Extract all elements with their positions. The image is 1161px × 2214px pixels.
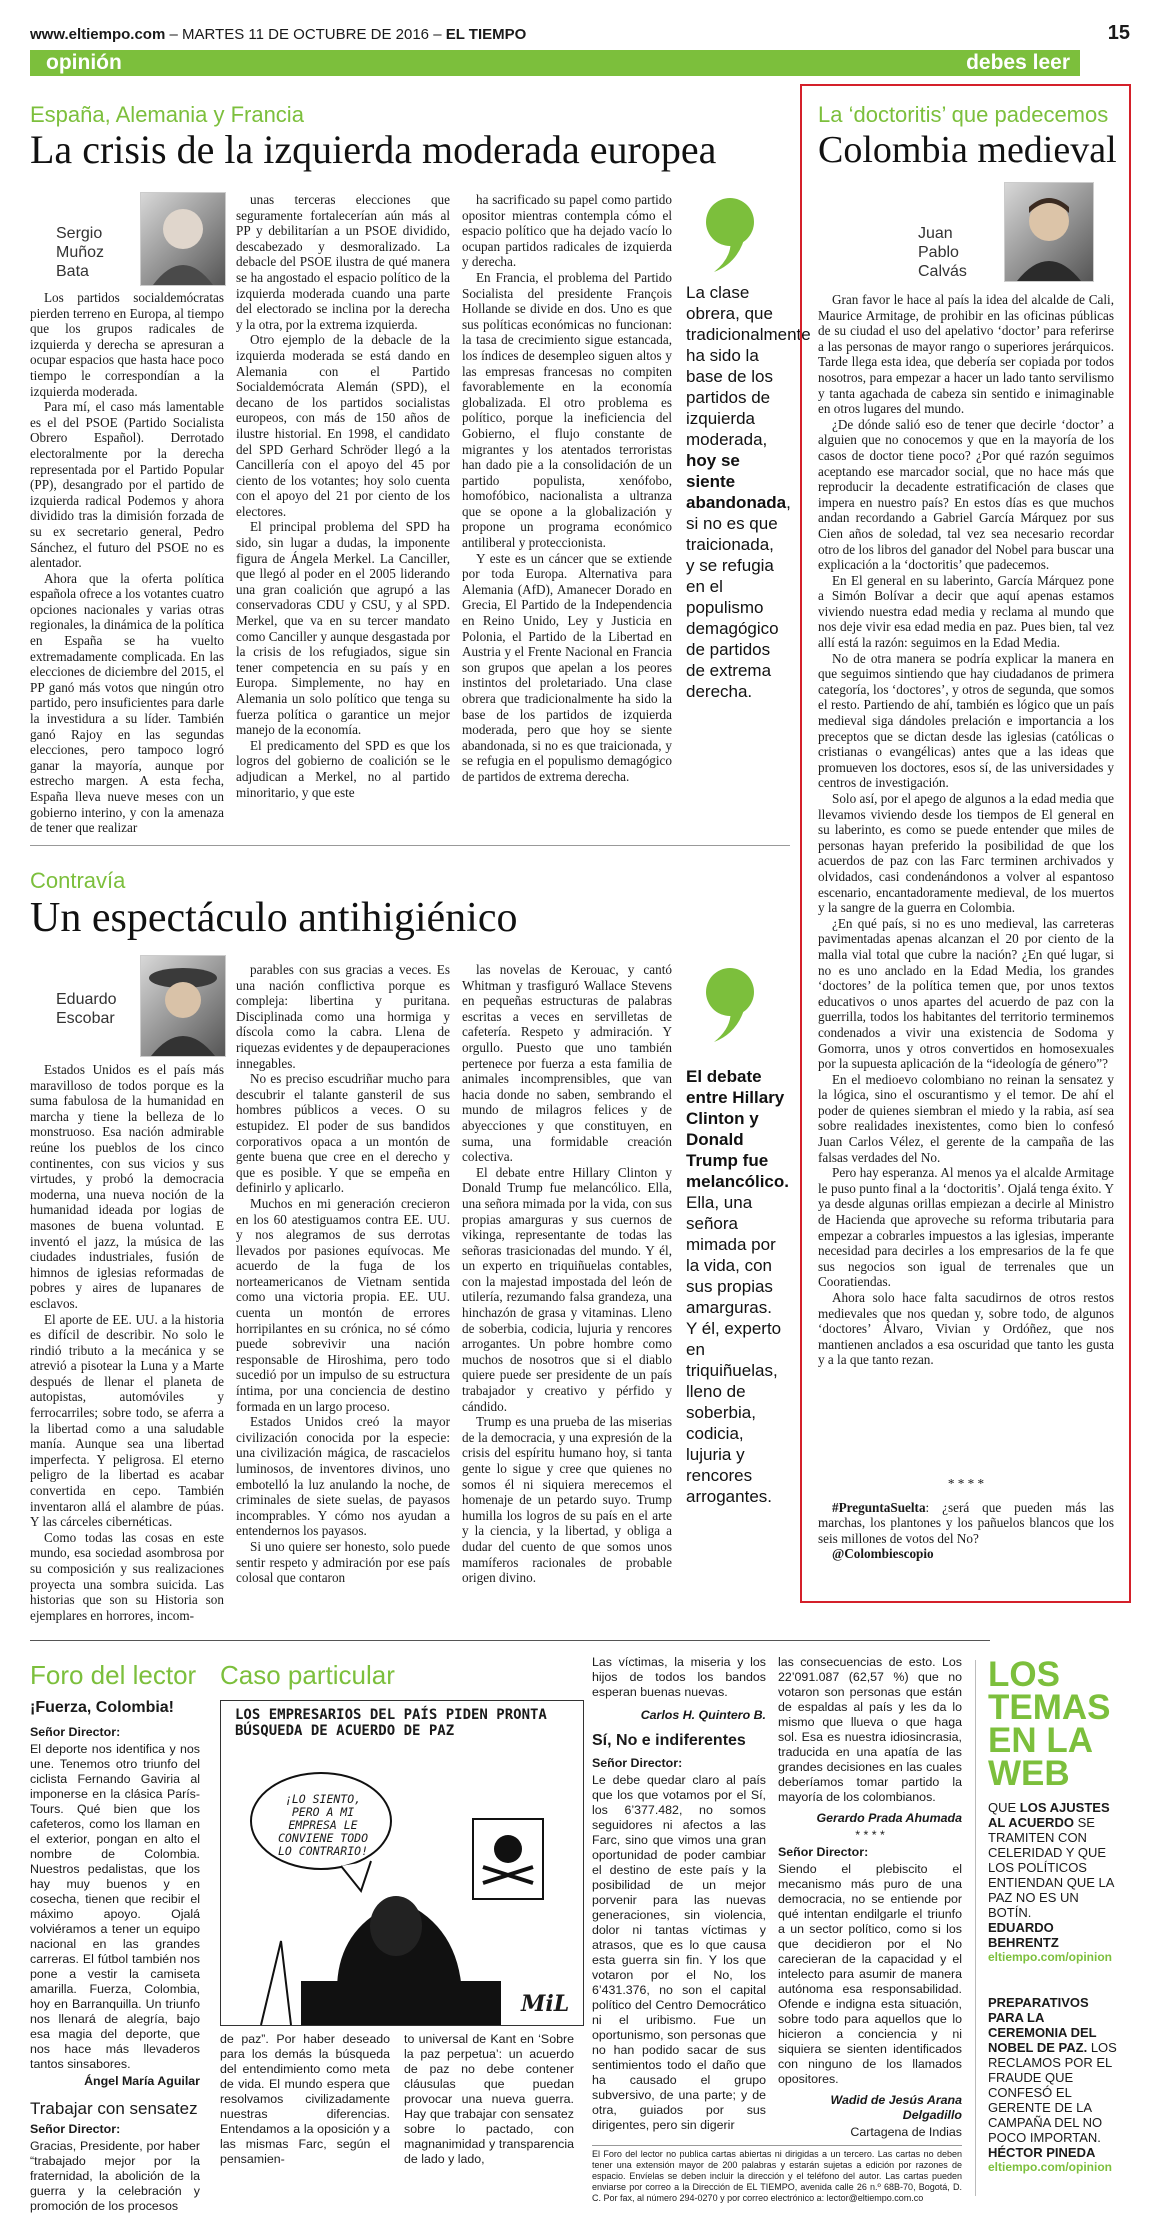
article1-title: La crisis de la izquierda moderada europea bbox=[30, 127, 717, 172]
letter-title: Trabajar con sensatez bbox=[30, 2099, 198, 2118]
letter-signature: Carlos H. Quintero B. bbox=[640, 1708, 766, 1722]
paragraph: Estados Unidos creó la mayor civilización conocida por la especie: una civilización mágica, de rascacielos luminosos, de inventores divinos, uno embotelló la luz anulando la noche, de criminales de siete suelas, de payasos incomprables. Y cómo nos ayudan a entendernos los payasos. bbox=[236, 1414, 450, 1539]
article3-closing bbox=[818, 1476, 1114, 1586]
author-photo-icon bbox=[141, 956, 225, 1056]
letter-body: Gracias, Presidente, por haber “trabajado mejor por la fraternidad, la abolición de la guerra y la celebración y promoción de los procesos bbox=[30, 2139, 200, 2213]
article2-col3 bbox=[462, 962, 672, 1642]
paragraph: Como todas las cosas en este mundo, esa sociedad asombrosa por su composición y sus realizaciones proyecta una sombra suicida. Las historias que son su Historia son ejemplares en horrores, incom- bbox=[30, 1529, 224, 1623]
paragraph: No es preciso escudriñar mucho para descubrir el talante gansteril de sus hombres públicos a veces. O su estupidez. El poder de sus bandidos corporativos opaca a un montón de gente buena que cree en el derecho y que es posible. Y que se empeña en definirlo y aplicarlo. bbox=[236, 1071, 450, 1196]
paper-name: EL TIEMPO bbox=[445, 26, 527, 43]
temas-title-line: WEB bbox=[988, 1754, 1070, 1793]
stars: * * * * bbox=[855, 1828, 885, 1842]
letter-signature: Ángel María Aguilar bbox=[84, 2074, 200, 2088]
article3-body bbox=[818, 292, 1114, 1466]
author-photo bbox=[140, 955, 226, 1057]
paragraph: Los partidos socialdemócratas pierden terreno en Europa, al tiempo que los grupos radicales de izquierda y derecha se apresuran a ocupar espacios que hasta hace poco tiempo le correspondían a la izquierda moderada. bbox=[30, 290, 224, 399]
letter-title: ¡Fuerza, Colombia! bbox=[30, 1699, 175, 1716]
speech-bubble: ¡LO SIENTO, PERO A MI EMPRESA LE CONVIENE TODO LO CONTRARIO! bbox=[277, 1792, 368, 1858]
paragraph: En Francia, el problema del Partido Socialista del presidente François Hollande se divide en dos. Uno es que sus políticas económicas no funcionan: la tasa de crecimiento sigue estancada, los índices de desempleo siguen altos y las empresas francesas no compiten favorablemente en la economía globalizada. El otro problema es político, porque la ineficiencia del Gobierno, el flujo constante de migrantes y los atentados terroristas han dado pie a la consolidación de un partido populista, xenófobo, homofóbico, nacionalista a ultranza que se opone a la globalización y propone un programa económico antiliberal y proteccionista. bbox=[462, 269, 672, 551]
letter-salute: Señor Director: bbox=[778, 1845, 869, 1859]
article3-title: Colombia medieval bbox=[818, 129, 1117, 171]
paragraph: Ahora solo hace falta sacudirnos de otros restos medievales que nos quedan y, sobre todo, de algunos ‘doctores’ Álvaro, Vivian y Ordóñez, que nos mantienen anclados a esa oscuridad que tanto les gusta y a la que tanto rezan. bbox=[818, 1290, 1114, 1368]
paragraph: Gran favor le hace al país la idea del alcalde de Cali, Maurice Armitage, de prohibir en las oficinas públicas de su ciudad el uso del apelativo ‘doctor’ para referirse a las personas de mayor rango o superiores jerárquicos. Tarde llega esta idea, que debería ser copiada por todos nosotros, para empezar a hacer un lado tanto servilismo y tanta agachada de cabeza sin sentido e inimaginable en otros lugares del mundo. bbox=[818, 292, 1114, 417]
right-section-label: debes leer bbox=[966, 51, 1070, 74]
temas-title-line: LOS bbox=[988, 1655, 1060, 1694]
article1-pullquote bbox=[686, 282, 811, 702]
divider bbox=[975, 1660, 976, 2196]
cartoon-drawing-icon bbox=[221, 1701, 583, 2025]
letter-body: las consecuencias de esto. Los 22’091.087 (62,57 %) que no votaron son personas que están de espaldas al país y les da lo mismo que llueva o que haga sol. Esa es nuestra idiosincrasia, traducida en una apatía de las grandes decisiones en las cuales deberíamos tomar partido la mayoría de los colombianos. bbox=[778, 1655, 962, 1804]
letter-body: Siendo el plebiscito el mecanismo más puro de una democracia, no se entiende por qué intentan endilgarle el triunfo a un sector político, como si los que decidieron por el No carecieran de la capacidad y el intelecto para asumir de manera autónoma esa responsabilidad. Ofende e indigna esta situación, sobre todo para aquellos que lo hicieron a conciencia y ni siquiera se sienten identificados con ninguno de los llamados opositores. bbox=[778, 1862, 962, 2086]
paragraph: Ahora que la oferta política española ofrece a los votantes cuatro opciones nacionales y varias otras regionales, la dinámica de la política en España se ha vuelto extremadamente complicada. En las elecciones de diciembre del 2015, el PP ganó más votos que ningún otro partido, pero insuficientes para darle la investidura a su líder. También ganó Rajoy en las segundas elecciones, pero tampoco logró ganar la mayoría, aunque por estrecho margen. A esta fecha, España lleva nueve meses con un gobierno interino, y con la amenaza de tener que realizar bbox=[30, 570, 224, 836]
paragraph: parables con sus gracias a veces. Es una nación conflictiva porque es compleja: libertina y puritana. Disciplinada como una hormiga y díscola como la cabra. Llena de riquezas evidentes y de depauperaciones innegables. bbox=[236, 962, 450, 1071]
temas-link[interactable]: eltiempo.com/opinion bbox=[988, 1950, 1113, 1964]
temas-text: QUE bbox=[988, 1800, 1020, 1815]
article1-kicker: España, Alemania y Francia bbox=[30, 102, 304, 127]
section-bar bbox=[30, 50, 1080, 76]
paragraph: Y este es un cáncer que se extiende por toda Europa. Alternativa para Alemania (AfD), Amanecer Dorado en Grecia, El Partido de la Independencia en Reino Unido, Ley y Justicia en Polonia, el Partido de la Libertad en Austria y el Frente Nacional en Francia son grupos que apelan a los peores instintos del proletariado. Una clase obrera que tradicionalmente ha sido la base de los partidos de izquierda moderada, pero que hoy se siente abandonada, si no es que traicionada, y se refugia en el populismo demagógico de partidos de extrema derecha. bbox=[462, 550, 672, 784]
temas-author: EDUARDO BEHRENTZ bbox=[988, 1920, 1059, 1950]
quote-mark-icon bbox=[700, 196, 760, 276]
pull-bold: El debate entre Hillary Clinton y Donald Trump fue melancólico. bbox=[686, 1067, 789, 1191]
article2-kicker: Contravía bbox=[30, 868, 126, 893]
page-number: 15 bbox=[1107, 22, 1130, 44]
paragraph: En El general en su laberinto, García Márquez pone a Simón Bolívar a decir que aquí apenas estamos viviendo nuestra edad media y reclama al mundo que nos deje vivir esa edad media en paz. Pues bien, tal vez allí está la razón: seguimos en la Edad Media. bbox=[818, 572, 1114, 651]
divider bbox=[30, 845, 790, 846]
letter-title: Sí, No e indiferentes bbox=[592, 1732, 746, 1749]
temas-title-line: EN LA bbox=[988, 1721, 1093, 1760]
quote-icon bbox=[700, 196, 760, 281]
paragraph: ha sacrificado su papel como partido opositor mientras contempla cómo el espacio político que ha dejado vacío lo ocupan partidos radicales de izquierda y derecha. bbox=[462, 192, 672, 270]
article2-col1 bbox=[30, 1062, 224, 1642]
temas-title bbox=[988, 1655, 1111, 1793]
letter-body: El deporte nos identifica y nos une. Tenemos otro triunfo del ciclista Fernando Gaviria al imponerse en la clásica París-Tours. Qué bien que los cafeteros, como los llaman en el exterior, pongan en alto el nombre de Colombia. Nuestros pedalistas, que los hay muy buenos y en cosecha, tienen que recibir el máximo apoyo. Ojalá volviéramos a tener un equipo nacional en las grandes carreras. El fútbol también nos pone a vestir la camiseta amarilla. Fuerza, Colombia, hoy en Barranquilla. Un triunfo nos llenará de alegría, bajo esa magia del deporte, que nos hace más llevaderos tantos sinsabores. bbox=[30, 1742, 200, 2071]
paragraph: Trump es una prueba de las miserias de la democracia, y una expresión de la crisis del espíritu humano hoy, si tanta gente lo sigue y cree que quienes no somos él ni siquiera merecemos el homenaje de un petardo suyo. Trump humilla los logros de su país en el arte y la ciencia, y la libertad, y obliga a dudar del cuento de que somos unos mamíferos racionales de probable origen divino. bbox=[462, 1414, 672, 1586]
twitter-handle[interactable]: @Colombiescopio bbox=[832, 1546, 934, 1562]
hashtag[interactable]: #PreguntaSuelta bbox=[832, 1499, 926, 1515]
caso-text-col2: to universal de Kant en ‘Sobre la paz perpetua’: un acuerdo de paz no debe contener cláusulas que puedan provocar una nueva guerra. Hay que trabajar con sensatez sobre lo pactado, con magnanimidad y transparencia de lado y lado, bbox=[404, 2032, 574, 2166]
cartoonist-signature: MiL bbox=[521, 1991, 570, 2017]
pull-text: , si no es que traicionada, y se refugia en el populismo demagógico de partidos de extrema derecha. bbox=[686, 493, 791, 701]
cartoon bbox=[220, 1700, 584, 2026]
article2-title: Un espectáculo antihigiénico bbox=[30, 895, 518, 941]
article1-author: Sergio Muñoz Bata bbox=[56, 225, 105, 280]
article1-col1 bbox=[30, 290, 224, 836]
temas-text: LOS RECLAMOS POR EL FRAUDE QUE CONFESÓ EL GERENTE DE LA CAMPAÑA DEL NO POCO IMPORTAN. bbox=[988, 2040, 1117, 2145]
pull-bold: hoy se siente abandonada bbox=[686, 451, 787, 512]
paragraph: Solo así, por el apego de algunos a la edad media que llevamos viviendo desde los tiempos de El general en su laberinto, es como se puede entender que miles de personas hayan preferido la posibilidad de que los acuerdos de paz con las Farc terminen archivados y olvidados, casi condenándonos a volver al espantoso escenario, encantadoramente medieval, de los muertos y la sangre de la guerra en Colombia. bbox=[818, 791, 1114, 916]
page-header bbox=[30, 22, 1132, 48]
article1-col3 bbox=[462, 192, 672, 805]
caso-title: Caso particular bbox=[220, 1660, 395, 1690]
issue-date: MARTES 11 DE OCTUBRE DE 2016 bbox=[182, 26, 430, 43]
header-line: www.eltiempo.com – MARTES 11 DE OCTUBRE DE 2016 – EL TIEMPO bbox=[30, 26, 527, 43]
article1-col2 bbox=[236, 192, 450, 805]
paragraph: las novelas de Kerouac, y cantó Whitman y trasfiguró Wallace Stevens en pequeñas estructuras de palabras escritas a veces en servilletas de cafetería. Respeto y admiración. Y orgullo. Puesto que uno también pertenece por fuerza a esta familia de animales incomprensibles, que van hacia donde no saben, sembrando el mundo de milagros felices y de abyecciones y que constituyen, en suma, una formidable creación colectiva. bbox=[462, 962, 672, 1165]
paragraph: Muchos en mi generación crecieron en los 60 atestiguamos contra EE. UU. y nos alegramos de sus derrotas llevados por pasiones equívocas. Me acuerdo de la fuga de los norteamericanos de Vietnam sentida como una victoria propia. EE. UU. cuenta un montón de errores horripilantes en su crónica, no sé cómo puede sobrevivir una nación responsable de Hiroshima, pero todo sucedió por un impulso de su estructura íntima, por una conciencia de destino formada en un largo proceso. bbox=[236, 1195, 450, 1414]
letter-signature: Gerardo Prada Ahumada bbox=[816, 1811, 962, 1825]
paragraph: ¿En qué país, si no es uno medieval, las carreteras pavimentadas apenas alcanzan el 20 por ciento de la malla vial total que cubre la nación? ¿En qué lugar, si no es uno anclado en la Edad Media, los grandes ‘doctores’ de la política temen que, por unos textos educativos o unos apartes del acuerdo de paz con la guerrilla, todos los habitantes del territorio terminemos condenados a vivir una existencia de Sodoma y Gomorra, unos y otros convertidos en homosexuales por la supuesta aplicación de la “ideología de género”? bbox=[818, 915, 1114, 1072]
quote-icon bbox=[700, 966, 760, 1051]
author-photo bbox=[140, 192, 226, 286]
paragraph: El debate entre Hillary Clinton y Donald Trump fue melancólico. Ella, una señora mimada por la vida, con sus propias amarguras y sus cuernos de vikinga, representante de todas las señoras trasicionadas del mundo. Y él, un experto en triquiñuelas contables, con la majestad impostada del león de utilería, rezumando falsa grandeza, una hinchazón de grasa y vitaminas. Lleno de soberbia, codicia, lujuria y rencores arrogantes. Un pobre hombre como muchos de nosotros que si el diablo quiere puede ser presidente de un país trabajador y creativo y pérfido y cándido. bbox=[462, 1164, 672, 1414]
site-url[interactable]: www.eltiempo.com bbox=[30, 26, 166, 43]
quote-mark-icon bbox=[700, 966, 760, 1046]
paragraph: ¿De dónde salió eso de tener que decirle ‘doctor’ a alguien que no conocemos y que en la mayoría de los casos de doctor tiene poco? ¿Por qué razón seguimos aceptando ese marcador social, que no hace más que reproducir la decadente estratificación de clases que impera en nuestro país? En estos días es que muchos andan recordando a Gabriel García Márquez por sus Cien años de soledad, tal vez sea necesario recordar otro de los libros del ganador del Nobel para buscar una explicación a la ‘doctoritis’ que padecemos. bbox=[818, 416, 1114, 573]
section-label: opinión bbox=[46, 51, 122, 74]
stars: * * * * bbox=[947, 1476, 985, 1491]
paragraph: Otro ejemplo de la debacle de la izquierda moderada se está dando en Alemania con el Partido Socialdemócrata Alemán (SPD), el decano de los partidos socialistas europeos, con más de 150 años de ilustre historial. En 1998, el candidato del SPD Gerhard Schröder llegó a la Cancillería con el apoyo del 45 por ciento de los votantes; hoy solo cuenta con el apoyo del 21 por ciento de los electores. bbox=[236, 332, 450, 519]
foro-column bbox=[30, 1699, 200, 2213]
temas-link[interactable]: eltiempo.com/opinion bbox=[988, 2160, 1113, 2174]
temas-bold: PREPARATIVOS PARA LA CEREMONIA DEL NOBEL DE PAZ. bbox=[988, 1995, 1097, 2055]
temas-item1 bbox=[988, 1800, 1120, 1965]
paragraph: Pero hay esperanza. Al menos ya el alcalde Armitage le puso punto final a la ‘doctoritis’. Ojalá tenga éxito. Y ya desde algunas orillas empiezan a decirle al Ministro de Hacienda que aproveche su reforma tributaria para empezar a cobrarles impuestos a las iglesias, imperante necesidad para decirles a los empresarios de la fe que sus negocios son igual de terrenales que un Cooratiendas. bbox=[818, 1165, 1114, 1290]
letter-body: Le debe quedar claro al país que los que votamos por el Sí, los 6’377.482, no somos seguidores ni afectos a las Farc, sino que vimos una gran oportunidad de poder cambiar el destino de este país y la posibilidad de un mejor porvenir para las nuevas generaciones, sin violencia, dolor ni tantas víctimas y atrasos, que es lo que causa esta guerra sin fin. Y los que votaron por el No, los 6’431.376, no son el capital político del Centro Democrático ni el uribismo. Fue un oportunismo, son personas que no han podido sacar de sus sentimientos todo el daño que ha causado el grupo subversivo, de una parte; y de otra, guiados por sus dirigentes, pero sin digerir bbox=[592, 1773, 766, 2132]
paragraph: El predicamento del SPD es que los logros del gobierno de coalición se le adjudican a Merkel, no al partido minoritario, y que este bbox=[236, 737, 450, 800]
paragraph: Si uno quiere ser honesto, solo puede sentir respeto y admiración por ese país colosal que contaron bbox=[236, 1538, 450, 1586]
paragraph: No de otra manera se podría explicar la manera en que seguimos sintiendo que hay ciudadanos de primera categoría, los ‘doctores’, y otros de segunda, que somos el resto. Partiendo de ahí, también es lógico que un país medieval siga dándoles prelación e importancia a los preceptos que se dictan desde las iglesias (católicas o cristianas o evangélicas) antes que a las ideas que promueven los doctores, esos sí, de las universidades y centros de investigación. bbox=[818, 650, 1114, 791]
letters-col2 bbox=[778, 1655, 962, 2139]
article2-author: Eduardo Escobar bbox=[56, 991, 117, 1027]
foro-footer: El Foro del lector no publica cartas abiertas ni dirigidas a un tercero. Las cartas no deben tener una extensión mayor de 200 palabras y estarán sujetas a edición por razones de espacio. Envíelas se deben incluir la dirección y el teléfono del autor. Las cartas pueden enviarse por correo a la Dirección de EL TIEMPO, avenida calle 26 n.º 68B-70, Bogotá, D. C. Por fax, al número 294-0270 y por correo electrónico a: lector@eltiempo.com.co bbox=[592, 2145, 962, 2199]
paragraph: unas terceras elecciones que seguramente fortalecerían aún más al PP y debilitarían a un PSOE dividido, descabezado y desmoralizado. La debacle del PSOE ilustra de qué manera se ha angostado el espacio político de la izquierda moderada cuando una parte del electorado se inclina por la derecha y la otra, por la extrema izquierda. bbox=[236, 192, 450, 332]
article2-pullquote bbox=[686, 1066, 789, 1507]
author-photo bbox=[1004, 182, 1094, 282]
letter-signature: Wadid de Jesús Arana Delgadillo bbox=[830, 2093, 962, 2122]
letter-city: Cartagena de Indias bbox=[850, 2125, 962, 2139]
letter-salute: Señor Director: bbox=[30, 2122, 121, 2136]
letter-body: Las víctimas, la miseria y los hijos de todos los bandos esperan buenas nuevas. bbox=[592, 1655, 766, 1699]
paragraph: Estados Unidos es el país más maravilloso de todos porque es la suma fabulosa de la humanidad en marcha y tiene la belleza de lo monstruoso. Esa nación admirable reúne los pueblos de los cinco continentes, con sus vicios y sus virtudes, y probó la democracia moderna, una nueva noción de la humanidad ideada por logias de masones de buena voluntad. E inventó el jazz, la música de las ciudades industriales, fusión de himnos de iglesias reformadas de pobres y aires de lupanares de esclavos. bbox=[30, 1062, 224, 1311]
letter-salute: Señor Director: bbox=[30, 1725, 121, 1739]
letters-col1 bbox=[592, 1655, 766, 2132]
paragraph: El aporte de EE. UU. a la historia es difícil de describir. No solo le rindió tributo a la mecánica y se atrevió a pisotear la Luna y a Marte después de llenar el planeta de autopistas, automóviles y ferrocarriles; sobre todo, se aferra a la libertad como a una saludable manía. Aunque sea una libertad imperfecta. Y peligrosa. El eterno peligro de la libertad es acabar convertida en cepo. También inventaron allá el alambre de púas. Y las cárceles cibernéticas. bbox=[30, 1311, 224, 1530]
question: : ¿será que pueden más las marchas, los plantones y los pañuelos blancos que los seis millones de votos del No? bbox=[818, 1499, 1114, 1546]
article2-col2 bbox=[236, 962, 450, 1642]
pull-text: Ella, una señora mimada por la vida, con sus propias amarguras. Y él, experto en triquiñuelas, lleno de soberbia, codicia, lujuria y rencores arrogantes. bbox=[686, 1193, 782, 1506]
temas-title-line: TEMAS bbox=[988, 1688, 1111, 1727]
divider bbox=[30, 1640, 990, 1641]
temas-text: SE TRAMITEN CON CELERIDAD Y QUE LOS POLÍTICOS ENTIENDAN QUE LA PAZ NO ES UN BOTÍN. bbox=[988, 1815, 1114, 1920]
caso-text-col1: de paz”. Por haber deseado para los demás la búsqueda del entendimiento como meta de vida. El mundo espera que resolvamos civilizadamente nuestras diferencias. Entendamos a la oposición y a las mismas Farc, según el pensamien- bbox=[220, 2032, 390, 2166]
pull-text: La clase obrera, que tradicionalmente ha sido la base de los partidos de izquierda moderada, bbox=[686, 283, 811, 449]
article3-author: Juan Pablo Calvás bbox=[918, 225, 967, 280]
article3-kicker: La ‘doctoritis’ que padecemos bbox=[818, 102, 1109, 127]
letter-salute: Señor Director: bbox=[592, 1756, 683, 1770]
paragraph: El principal problema del SPD ha sido, sin lugar a dudas, la imponente figura de Ángela Merkel. La Canciller, que llegó al poder en el 2005 liderando una gran coalición que agrupó a las conservadoras CDU y CSU, y al SPD. Merkel, que va en su tercer mandato como Canciller y aunque desgastada por la crisis de los refugiados, sigue sin tener competencia en su país y en Europa. Simplemente, no hay en Alemania un solo político que tenga su fuerza política o garantice un mejor manejo de la economía. bbox=[236, 519, 450, 738]
author-photo-icon bbox=[141, 193, 225, 285]
temas-bold: LOS AJUSTES AL ACUERDO bbox=[988, 1800, 1110, 1830]
temas-author: HÉCTOR PINEDA bbox=[988, 2145, 1096, 2160]
foro-title: Foro del lector bbox=[30, 1660, 197, 1690]
temas-item2 bbox=[988, 1995, 1120, 2175]
paragraph: En el medioevo colombiano no reinan la sensatez y la lógica, sino el oscurantismo y el temor. De ahí el poder de quienes siembran el miedo y la rabia, así sea sobre realidades inexistentes, como bien lo confesó Juan Carlos Vélez, el gerente de la campaña de las falsas verdades del No. bbox=[818, 1071, 1114, 1165]
author-photo-icon bbox=[1005, 183, 1093, 281]
cartoon-caption: LOS EMPRESARIOS DEL PAÍS PIDEN PRONTA BÚSQUEDA DE ACUERDO DE PAZ bbox=[235, 1707, 547, 1739]
paragraph: Para mí, el caso más lamentable es el del PSOE (Partido Socialista Obrero Español). Derrotado electoralmente por la derecha representada por el Partido Popular (PP), desangrado por el partido de izquierda radical Podemos y ahora dividido tras la dimisión forzada de su ex secretario general, Pedro Sánchez, el futuro del PSOE no es alentador. bbox=[30, 399, 224, 571]
